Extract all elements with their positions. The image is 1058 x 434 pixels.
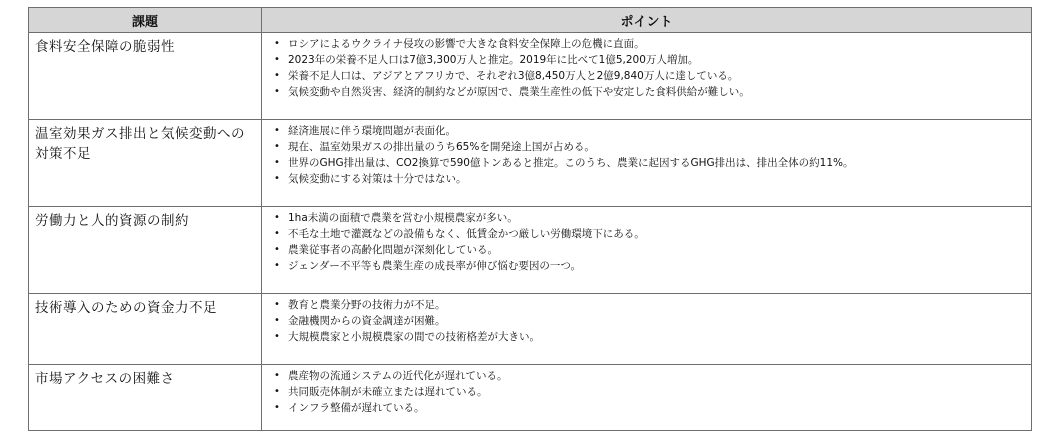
issue-cell: 温室効果ガス排出と気候変動への対策不足 [29, 120, 262, 207]
list-item: • 金融機関からの資金調達が困難。 [274, 315, 446, 327]
list-item: • 教育と農業分野の技術力が不足。 [274, 299, 446, 311]
header-issue: 課題 [29, 8, 262, 33]
bullet-icon: • [274, 299, 280, 310]
points-cell [262, 120, 1032, 207]
header-point: ポイント [262, 8, 1032, 33]
table-row [29, 120, 1032, 207]
list-item: • 栄養不足人口は、アジアとアフリカで、それぞれ3億8,450万人と2億9,840万人に達している。 [274, 70, 739, 82]
list-item: • インフラ整備が遅れている。 [274, 402, 425, 414]
points-cell [262, 33, 1032, 120]
points-cell [262, 207, 1032, 294]
list-item: • 共同販売体制が未確立または遅れている。 [274, 386, 488, 398]
list-item: • 世界のGHG排出量は、CO2換算で590億トンあると推定。このうち、農業に起因するGHG排出は、排出全体の約11%。 [274, 157, 854, 169]
list-item: • 気候変動や自然災害、経済的制約などが原因で、農業生産性の低下や安定した食料供給が難しい。 [274, 86, 750, 98]
list-item: • 気候変動にする対策は十分ではない。 [274, 173, 467, 185]
list-item: • 経済進展に伴う環境問題が表面化。 [274, 125, 456, 137]
bullet-icon: • [274, 228, 280, 239]
bullet-icon: • [274, 260, 280, 271]
table-row [29, 33, 1032, 120]
issue-cell: 技術導入のための資金力不足 [29, 294, 262, 365]
bullet-icon: • [274, 157, 280, 168]
bullet-icon: • [274, 173, 280, 184]
bullet-icon: • [274, 125, 280, 136]
bullet-icon: • [274, 386, 280, 397]
bullet-icon: • [274, 331, 280, 342]
table-row [29, 294, 1032, 365]
bullet-icon: • [274, 54, 280, 65]
bullet-icon: • [274, 402, 280, 413]
issues-table [28, 7, 1032, 431]
table-row [29, 365, 1032, 431]
bullet-icon: • [274, 212, 280, 223]
list-item: • 1ha未満の面積で農業を営む小規模農家が多い。 [274, 212, 518, 224]
list-item: • ジェンダー不平等も農業生産の成長率が伸び悩む要因の一つ。 [274, 260, 581, 272]
list-item: • 大規模農家と小規模農家の間での技術格差が大きい。 [274, 331, 540, 343]
list-item: • 現在、温室効果ガスの排出量のうち65%を開発途上国が占める。 [274, 141, 595, 153]
list-item: • 2023年の栄養不足人口は7億3,300万人と推定。2019年に比べて1億5,200万人増加。 [274, 54, 699, 66]
table-row [29, 207, 1032, 294]
bullet-icon: • [274, 244, 280, 255]
issue-cell: 市場アクセスの困難さ [29, 365, 262, 431]
bullet-icon: • [274, 315, 280, 326]
bullet-icon: • [274, 370, 280, 381]
issue-cell: 食料安全保障の脆弱性 [29, 33, 262, 120]
list-item: • 農業従事者の高齢化問題が深刻化している。 [274, 244, 498, 256]
points-cell [262, 294, 1032, 365]
list-item: • ロシアによるウクライナ侵攻の影響で大きな食料安全保障上の危機に直面。 [274, 38, 645, 50]
bullet-icon: • [274, 38, 280, 49]
table-header-row [29, 8, 1032, 33]
issue-cell: 労働力と人的資源の制約 [29, 207, 262, 294]
bullet-icon: • [274, 70, 280, 81]
list-item: • 農産物の流通システムの近代化が遅れている。 [274, 370, 508, 382]
bullet-icon: • [274, 141, 280, 152]
bullet-icon: • [274, 86, 280, 97]
points-cell [262, 365, 1032, 431]
list-item: • 不毛な土地で灌漑などの設備もなく、低賃金かつ厳しい労働環境下にある。 [274, 228, 645, 240]
